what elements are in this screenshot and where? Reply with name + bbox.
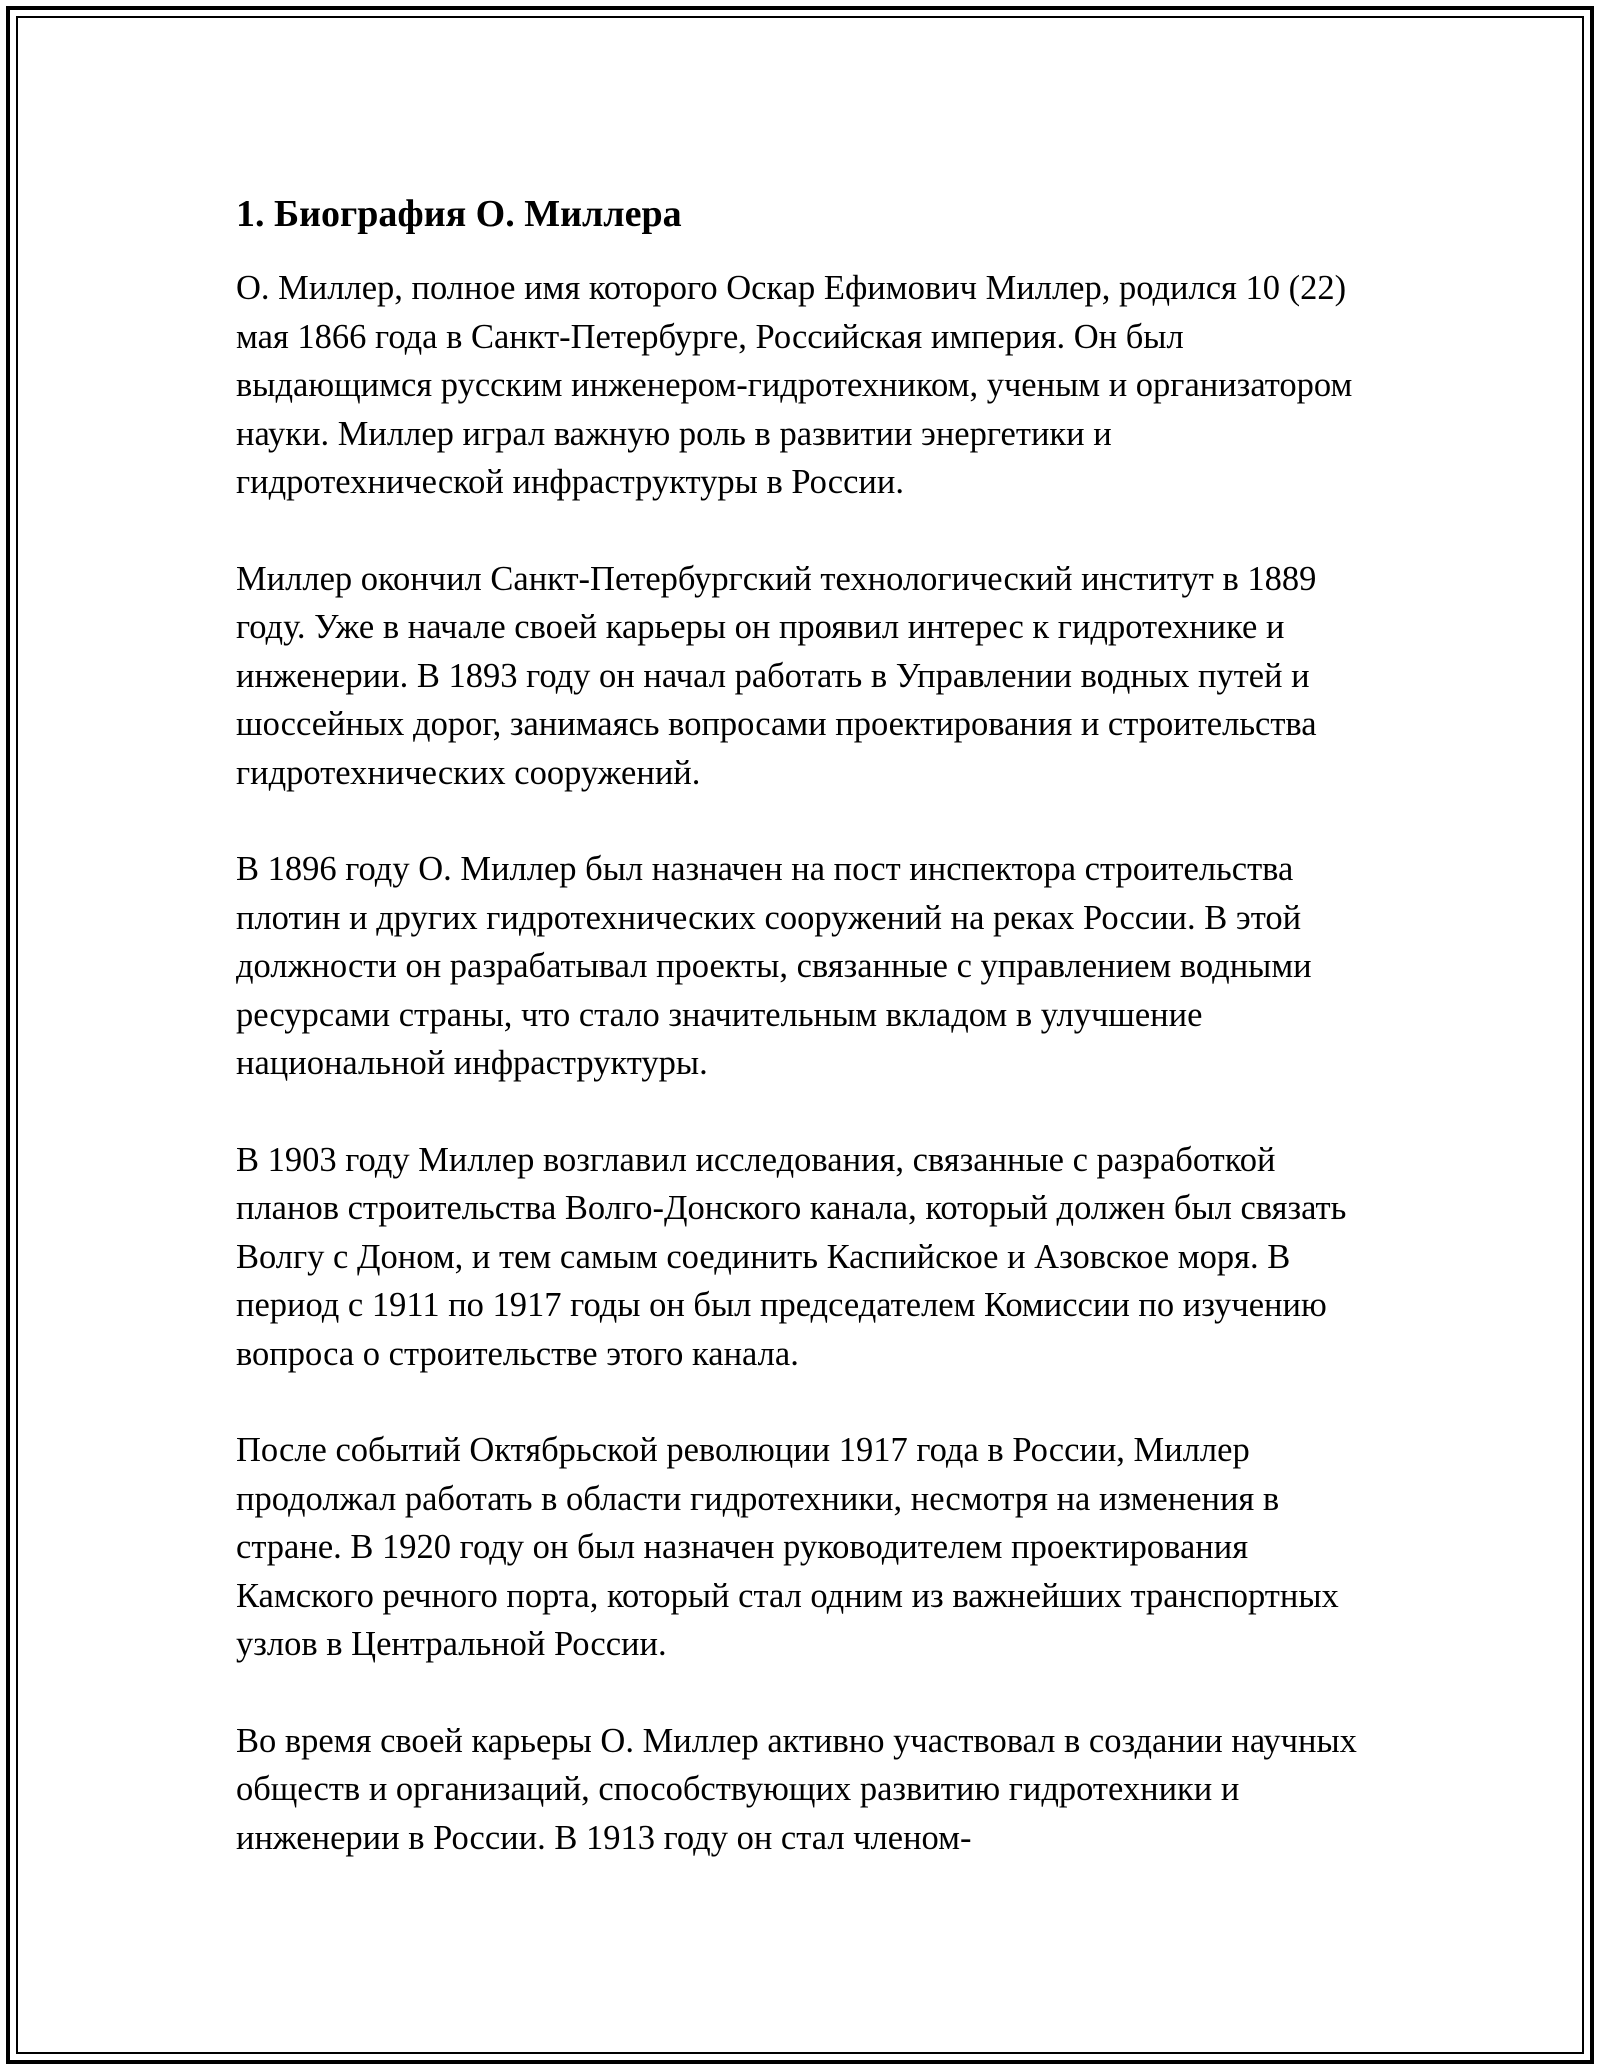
paragraph-4: В 1903 году Миллер возглавил исследования, связанные с разработкой планов строительства Волго-Донского канала, который должен был связать Волгу с Доном, и тем самым соединить Каспийское и Азовское моря. В период с 1911 по 1917 годы он был председателем Комиссии по изучению вопроса о строительстве этого канала. [236,1140,1347,1373]
paragraph-3: В 1896 году О. Миллер был назначен на пост инспектора строительства плотин и других гидротехнических сооружений на реках России. В этой должности он разрабатывал проекты, связанные с управлением водными ресурсами страны, что стало значительным вкладом в улучшение национальной инфраструктуры. [236,850,1312,1082]
paragraph-6: Во время своей карьеры О. Миллер активно участвовал в создании научных обществ и организаций, способствующих развитию гидротехники и инженерии в России. В 1913 году он стал членом- [236,1721,1357,1857]
paragraph-1: О. Миллер, полное имя которого Оскар Ефимович Миллер, родился 10 (22) мая 1866 года в Санкт-Петербурге, Российская империя. Он был выдающимся русским инженером-гидротехником, ученым и организатором науки. Миллер играл важную роль в развитии энергетики и гидротехнической инфраструктуры в России. [236,269,1353,501]
paragraph-2: Миллер окончил Санкт-Петербургский технологический институт в 1889 году. Уже в начале своей карьеры он проявил интерес к гидротехнике и инженерии. В 1893 году он начал работать в Управлении водных путей и шоссейных дорог, занимаясь вопросами проектирования и строительства гидротехнических сооружений. [236,559,1317,792]
document-body [236,188,1366,1862]
paragraph-5: После событий Октябрьской революции 1917 года в России, Миллер продолжал работать в области гидротехники, несмотря на изменения в стране. В 1920 году он был назначен руководителем проектирования Камского речного порта, который стал одним из важнейших транспортных узлов в Центральной России. [236,1431,1339,1663]
section-heading: 1. Биография О. Миллера [236,193,682,235]
